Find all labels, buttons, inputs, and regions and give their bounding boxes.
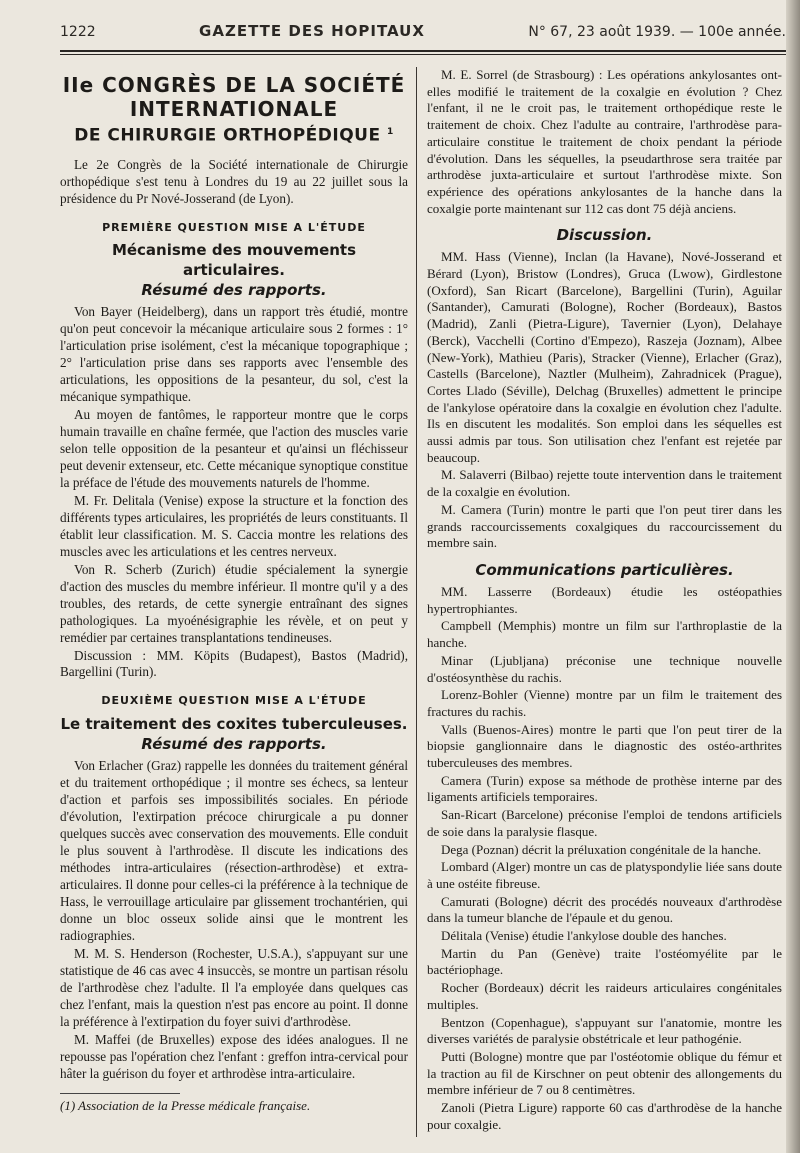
- intro-paragraph: Le 2e Congrès de la Société internationale de Chirurgie orthopédique s'est tenu à Londres du 19 au 22 juillet sous la présidence du Pr Nové-Josserand (de Lyon).: [60, 156, 408, 206]
- question-1-subtitle: Résumé des rapports.: [141, 281, 327, 300]
- communication-item: Lorenz-Bohler (Vienne) montre par un film le traitement des fractures du rachis.: [427, 687, 782, 719]
- question-1-label: PREMIÈRE QUESTION MISE A L'ÉTUDE: [102, 220, 366, 234]
- right-column: [416, 67, 782, 1137]
- page-number: 1222: [60, 24, 96, 40]
- communication-item: Campbell (Memphis) montre un film sur l'arthroplastie de la hanche.: [427, 618, 782, 651]
- discussion-paragraph: M. Salaverri (Bilbao) rejette toute intervention dans le traitement de la coxalgie en évolution.: [427, 467, 782, 500]
- footnote-ref: 1: [387, 127, 394, 137]
- communication-item: Bentzon (Copenhague), s'appuyant sur l'anatomie, montre les diverses variétés de paralysie obstétricale et leur pathogénie.: [427, 1014, 782, 1047]
- q2-paragraph: Von Erlacher (Graz) rappelle les données du traitement général et du traitement orthopédique ; il montre ses échecs, sa lenteur d'action et parfois ses impossibilités sociales. En période d'évolution, l'extirpation précoce chirurgicale a pu donner quelques succès avec conservation des mouvements. Elle conduit le plus souvent à l'arthrodèse. Il discute les indications des méthodes intra-articulaires (résection-arthrodèse) et extra-articulaires. Il donne pour celles-ci la préférence à la technique de Hass, le verrouillage articulaire par glissement trochantérien, qui donne un bloc osseux solide ainsi que le montrent les radiographies.: [60, 758, 408, 943]
- discussion-paragraph: M. Camera (Turin) montre le parti que l'on peut tirer dans les grands raccourcissements coxalgiques du raccourcissement du membre sain.: [427, 501, 782, 551]
- question-1-title: Mécanisme des mouvements articulaires.: [111, 241, 357, 280]
- q2-paragraph: M. Maffei (de Bruxelles) expose des idées analogues. Il ne repousse pas l'opération chez l'enfant : greffon intra-cervical pour hâter la guérison du foyer et arthrodèse intra-articulaire.: [60, 1031, 408, 1081]
- q1-paragraph: Von Bayer (Heidelberg), dans un rapport très étudié, montre qu'on peut concevoir la mécanique articulaire sous 2 formes : 1° l'articulation prise isolément, c'est la mécanique topographique ; 2° l'articulation prise dans ses rapports avec l'ensemble des articulations, les oppositions de la pesanteur, du sol, c'est la mécanique sympathique.: [60, 304, 408, 405]
- question-2-subtitle: Résumé des rapports.: [141, 735, 327, 754]
- communication-item: MM. Lasserre (Bordeaux) étudie les ostéopathies hypertrophiantes.: [427, 583, 782, 616]
- publication-title: GAZETTE DES HOPITAUX: [199, 22, 425, 40]
- communication-item: Zanoli (Pietra Ligure) rapporte 60 cas d'arthrodèse de la hanche pour coxalgie.: [427, 1100, 782, 1132]
- communication-item: Minar (Ljubljana) préconise une technique nouvelle d'ostéosynthèse du rachis.: [427, 652, 782, 685]
- communication-item: Putti (Bologne) montre que par l'ostéotomie oblique du fémur et la traction au fil de Kirschner on peut obtenir des allongements du membre inférieur de 7 ou 8 centimètres.: [427, 1048, 782, 1098]
- communication-item: Lombard (Alger) montre un cas de platyspondylie liée sans doute à une ostéite fibreuse.: [427, 859, 782, 891]
- header-rule: [60, 50, 786, 52]
- communication-item: Camera (Turin) expose sa méthode de prothèse interne par des ligaments artificiels temporaires.: [427, 772, 782, 805]
- communication-item: Délitala (Venise) étudie l'ankylose double des hanches.: [441, 928, 727, 944]
- q2-paragraph: M. M. S. Henderson (Rochester, U.S.A.), s'appuyant sur une statistique de 46 cas avec 4 insuccès, se montre un partisan résolu de l'arthrodèse chez l'adulte. Il l'a employée dans quelques cas chez l'enfant, mais la question n'est pas encore au point. Il donne la préférence à l'extirpation du foyer suivi d'arthrodèse.: [60, 945, 408, 1029]
- footnote: (1) Association de la Presse médicale française.: [60, 1097, 311, 1113]
- q1-paragraph: Discussion : MM. Köpits (Budapest), Bastos (Madrid), Bargellini (Turin).: [60, 647, 408, 680]
- q1-paragraph: M. Fr. Delitala (Venise) expose la structure et la fonction des différents types articulaires, les propriétés de leurs constituants. Il établit leur classification. M. S. Caccia montre les relations des muscles avec les articulations et les centres nerveux.: [60, 492, 408, 559]
- communication-item: Rocher (Bordeaux) décrit les raideurs articulaires congénitales multiples.: [427, 980, 782, 1012]
- sorrel-paragraph: M. E. Sorrel (de Strasbourg) : Les opérations ankylosantes ont-elles modifié le traitement de la coxalgie en évolution ? Chez l'enfant, il ne le croit pas, le traitement orthopédique reste le traitement de choix. Chez l'adulte au contraire, l'arthrodèse para-articulaire constitue le traitement de choix pendant la période d'évolution. Dans les séquelles, la pseudarthrose sera traitée par arthrodèse juxta-articulaire et surtout l'arthrodèse mixte. Son expérience des opérations ankylosantes de la hanche dans la coxalgie porte maintenant sur 112 cas dont 75 déjà anciens.: [427, 67, 782, 216]
- communication-item: Dega (Poznan) décrit la préluxation congénitale de la hanche.: [441, 841, 762, 857]
- footnote-rule: [60, 1093, 180, 1094]
- q1-paragraph: Au moyen de fantômes, le rapporteur montre que le corps humain travaille en chaîne fermée, que l'action des muscles varie selon telle opposition de la pesanteur et qu'ainsi un fléchisseur peut devenir extenseur, etc. Cette mécanique synoptique constitue la préface de l'étude des mouvements naturels de l'homme.: [60, 407, 408, 490]
- page-header: [60, 22, 786, 44]
- communication-item: Valls (Buenos-Aires) montre le parti que l'on peut tirer de la biopsie ganglionnaire dans le diagnostic des ostéo-arthrites tuberculeuses des membres.: [427, 721, 782, 771]
- columns: [60, 67, 786, 1137]
- issue-info: N° 67, 23 août 1939. — 100e année.: [528, 24, 786, 40]
- page-edge-shadow: [786, 0, 800, 1153]
- communication-item: Camurati (Bologne) décrit des procédés nouveaux d'arthrodèse dans la tumeur blanche de l'épaule et du genou.: [427, 893, 782, 926]
- header-rule-thin: [60, 54, 786, 55]
- discussion-title: Discussion.: [556, 226, 653, 245]
- article-title: IIe CONGRÈS DE LA SOCIÉTÉ INTERNATIONALE: [62, 73, 406, 121]
- question-2-label: DEUXIÈME QUESTION MISE A L'ÉTUDE: [101, 694, 367, 708]
- q1-paragraph: Von R. Scherb (Zurich) étudie spécialement la synergie d'action des muscles du membre inférieur. Il montre qu'il y a des troubles, des retards, de cette synergie entraînant des signes pathologiques. La myoénésigraphie les révèle, et on peut y remédier par certaines transplantations tendineuses.: [60, 561, 408, 645]
- discussion-paragraph: MM. Hass (Vienne), Inclan (la Havane), Nové-Josserand et Bérard (Lyon), Bristow (Londres), Gruca (Lwow), Girdlestone (Oxford), San Ricart (Barcelone), Bargellini (Turin), Aguilar (Santander), Camurati (Bologne), Rocher (Bordeaux), Bastos (Madrid), Zanli (Pietra-Ligure), Tavernier (Lyon), Delahaye (Berck), Vacchelli (Cortino d'Empezo), Raszeja (Joznam), Albee (New-York), Mathieu (Paris), Stracker (Vienne), Erlacher (Graz), Castells (Barcelone), Naztler (Mulheim), Zahradnicek (Prague), Cortes Llado (Séville), Delchag (Bruxelles) admettent le principe de l'ankylose opératoire dans la coxalgie en évolution chez l'adulte. Ils en discutent les modalités. Son emploi dans les séquelles est aussi admis par tous. Son utilisation chez l'enfant est rejetée par beaucoup.: [427, 249, 782, 465]
- left-column: [60, 67, 416, 1137]
- article-subtitle: DE CHIRURGIE ORTHOPÉDIQUE $^1$: [74, 125, 394, 146]
- question-2-title: Le traitement des coxites tuberculeuses.: [60, 715, 408, 734]
- communication-item: Martin du Pan (Genève) traite l'ostéomyélite par le bactériophage.: [427, 945, 782, 978]
- communication-item: San-Ricart (Barcelone) préconise l'emploi de tendons artificiels de soie dans la paralysie flasque.: [427, 807, 782, 839]
- communications-title: Communications particulières.: [475, 560, 734, 579]
